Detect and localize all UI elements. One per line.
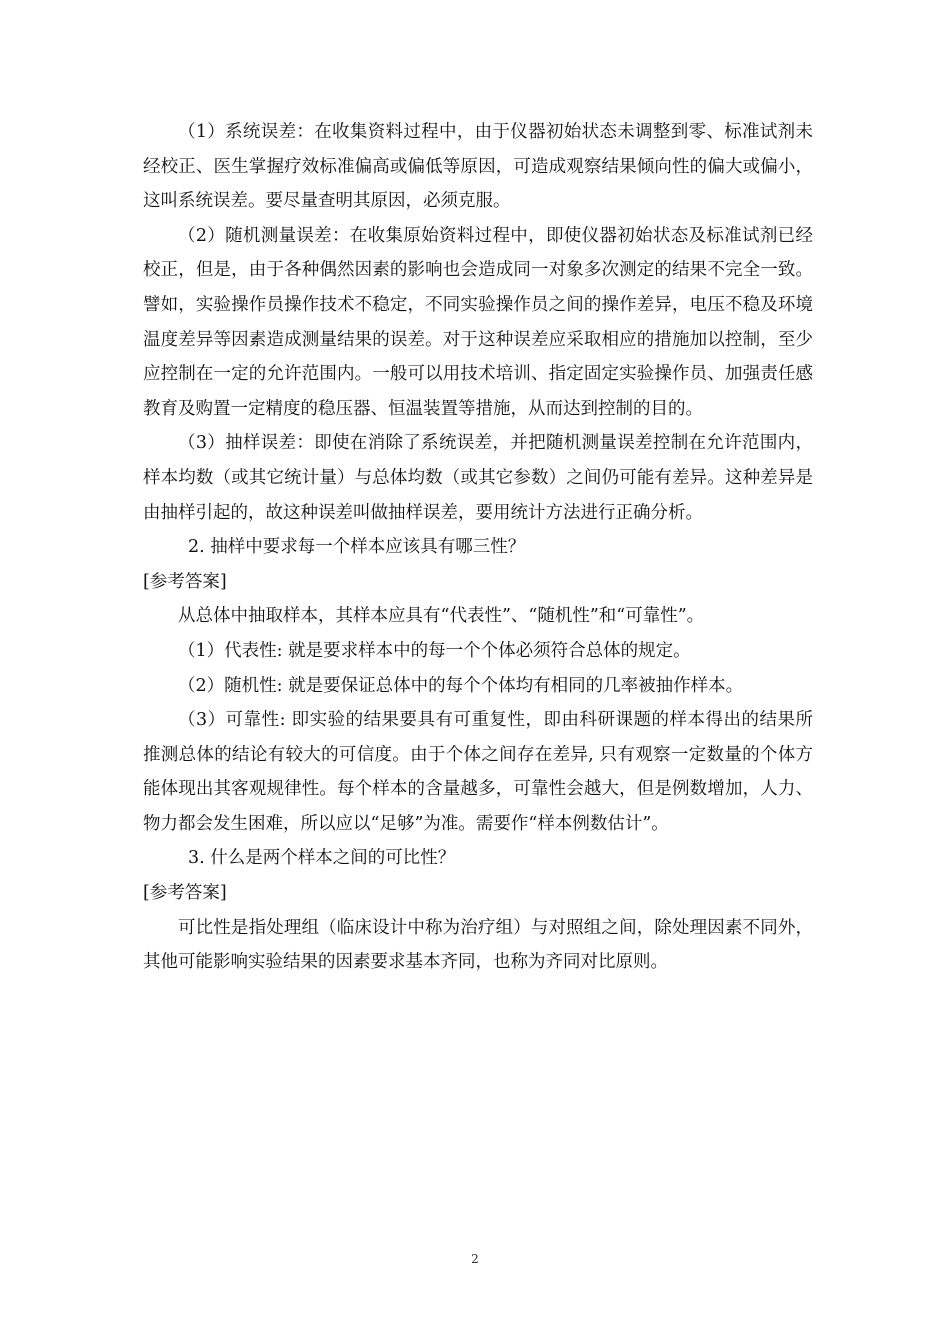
answer-2-intro: 从总体中抽取样本，其样本应具有“代表性”、“随机性”和“可靠性”。 <box>178 606 705 627</box>
document-body <box>143 115 813 980</box>
question-2-title: 2. 抽样中要求每一个样本应该具有哪三性？ <box>188 537 526 558</box>
question-3-title: 3. 什么是两个样本之间的可比性？ <box>188 848 456 869</box>
answer-label-2: [参考答案] <box>143 571 227 592</box>
answer-2-item-representativeness: （1）代表性: 就是要求样本中的每一个个体必须符合总体的规定。 <box>178 640 691 661</box>
paragraph-systematic-error: （1）系统误差：在收集资料过程中，由于仪器初始状态未调整到零、标准试剂未经校正、医生掌握疗效标准偏高或偏低等原因，可造成观察结果倾向性的偏大或偏小，这叫系统误差。要尽量查明其原因，必须克服。 <box>143 122 813 212</box>
paragraph-sampling-error: （3）抽样误差：即使在消除了系统误差，并把随机测量误差控制在允许范围内，样本均数（或其它统计量）与总体均数（或其它参数）之间仍可能有差异。这种差异是由抽样引起的，故这种误差叫做抽样误差，要用统计方法进行正确分析。 <box>143 433 813 523</box>
answer-3-text: 可比性是指处理组（临床设计中称为治疗组）与对照组之间，除处理因素不同外，其他可能影响实验结果的因素要求基本齐同，也称为齐同对比原则。 <box>143 917 813 973</box>
answer-label-3: [参考答案] <box>143 883 227 904</box>
page-number: 2 <box>471 1252 479 1266</box>
answer-2-item-randomness: （2）随机性: 就是要保证总体中的每个个体均有相同的几率被抽作样本。 <box>178 675 744 696</box>
paragraph-random-measurement-error: （2）随机测量误差：在收集原始资料过程中，即使仪器初始状态及标准试剂已经校正，但是，由于各种偶然因素的影响也会造成同一对象多次测定的结果不完全一致。譬如，实验操作员操作技术不稳定，不同实验操作员之间的操作差异，电压不稳及环境温度差异等因素造成测量结果的误差。对于这种误差应采取相应的措施加以控制，至少应控制在一定的允许范围内。一般可以用技术培训、指定固定实验操作员、加强责任感教育及购置一定精度的稳压器、恒温装置等措施，从而达到控制的目的。 <box>143 225 813 419</box>
answer-2-item-reliability: （3）可靠性: 即实验的结果要具有可重复性，即由科研课题的样本得出的结果所推测总体的结论有较大的可信度。由于个体之间存在差异, 只有观察一定数量的个体方能体现出其客观规律性。每个样本的含量越多，可靠性会越大，但是例数增加，人力、物力都会发生困难，所以应以“足够”为准。需要作“样本例数估计”。 <box>143 710 813 834</box>
